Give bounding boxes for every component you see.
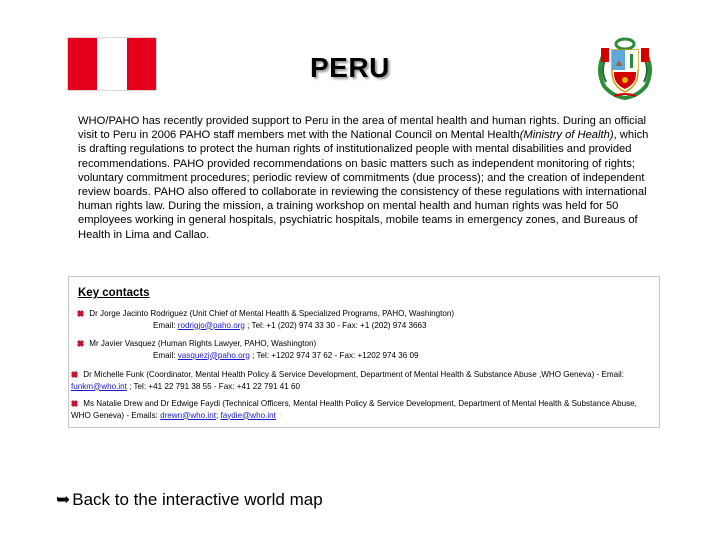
flag-band-center: [97, 38, 126, 90]
arrow-right-icon: ➥: [56, 490, 71, 509]
email-link[interactable]: funkm@who.int: [71, 381, 127, 391]
page-title: PERU: [310, 52, 390, 83]
phone-fax: ; Tel: +41 22 791 38 55 - Fax: +41 22 791 41 60: [126, 381, 301, 391]
email-link[interactable]: vasquezj@paho.org: [177, 350, 250, 360]
contact-entry: [77, 308, 647, 331]
bullet-icon: [77, 310, 84, 317]
key-contacts-title: Key contacts: [78, 287, 150, 299]
email-link[interactable]: rodrigjo@paho.org: [177, 320, 245, 330]
intro-text-2: , which is drafting regulations to protect the human rights of institutionalized people with mental disabilities and provided recommendations. PAHO provided recommendations on basic matters such as independent monitoring of rights; voluntary commitment procedures; periodic review of commitments (due process); and the creation of independent review boards. PAHO also offered to collaborate in reviewing the consistency of these regulations with international human rights law. During the mission, a training workshop on mental health and human rights was held for 50 employees working in general hospitals, psychiatric hospitals, mobile teams in emergency zones, and Bureaus of Health in Lima and Callao.: [78, 129, 649, 241]
contact-entry: [71, 398, 655, 421]
email-separator: ;: [215, 410, 221, 420]
phone-fax: ; Tel: +1 (202) 974 33 30 - Fax: +1 (202) 974 3663: [244, 320, 427, 330]
back-link-label: Back to the interactive world map: [72, 490, 323, 509]
email-label: Email:: [153, 350, 178, 360]
email-label: Email:: [153, 320, 178, 330]
bullet-icon: [71, 371, 78, 378]
intro-text-1: WHO/PAHO has recently provided support to Peru in the area of mental health and human rights. During an official visit to Peru in 2006 PAHO staff members met with the National Council on Mental Health: [78, 115, 646, 142]
coat-of-arms-icon: [594, 36, 656, 100]
flag-band-left: [68, 38, 97, 90]
email-link[interactable]: faydie@who.int: [220, 410, 276, 420]
phone-fax: ; Tel: +1202 974 37 62 - Fax: +1202 974 36 09: [249, 350, 419, 360]
contact-name: Dr Jorge Jacinto Rodriguez (Unit Chief of Mental Health & Specialized Programs, PAHO, Washington): [87, 309, 455, 318]
contact-details: [77, 320, 647, 332]
contact-name: Ms Natalie Drew and Dr Edwige Faydi (Technical Officers, Mental Health Policy & Service Development, Department of Mental Health & Substance Abuse, WHO Geneva) - Emails:: [71, 399, 637, 420]
flag-band-right: [127, 38, 156, 90]
peru-flag: [68, 38, 156, 90]
contact-name: Dr Michelle Funk (Coordinator, Mental Health Policy & Service Development, Department of Mental Health & Substance Abuse ,WHO Geneva) - Email:: [81, 370, 624, 379]
bullet-icon: [71, 400, 78, 407]
key-contacts-box: [68, 276, 660, 428]
intro-paragraph: [78, 114, 658, 242]
email-link[interactable]: drewn@who.int: [160, 410, 216, 420]
contact-entry: [77, 338, 647, 361]
bullet-icon: [77, 340, 84, 347]
back-to-map-link[interactable]: [56, 490, 323, 510]
contact-details: [77, 350, 647, 362]
contact-name: Mr Javier Vasquez (Human Rights Lawyer, PAHO, Washington): [87, 339, 317, 348]
intro-text-italic: (Ministry of Health): [519, 129, 614, 142]
contact-entry: [71, 369, 655, 392]
